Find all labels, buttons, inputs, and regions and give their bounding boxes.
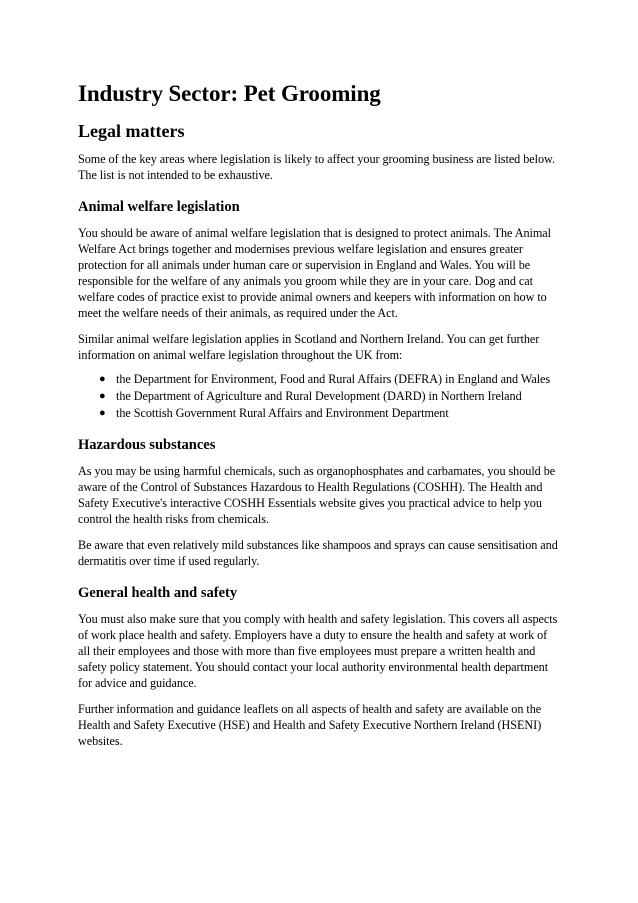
bullet-list <box>78 371 562 421</box>
section-hazardous-substances <box>78 436 562 569</box>
paragraph: Further information and guidance leaflets on all aspects of health and safety are available on the Health and Safety Executive (HSE) and Health and Safety Executive Northern Ireland (HSENI) websites. <box>78 702 542 748</box>
list-item <box>99 405 562 421</box>
document-page <box>78 80 562 759</box>
list-item-text: the Department of Agriculture and Rural Development (DARD) in Northern Ireland <box>116 389 522 403</box>
list-item-text: the Scottish Government Rural Affairs and Environment Department <box>116 406 449 420</box>
bullet-icon: ● <box>99 390 106 402</box>
list-item <box>99 388 562 404</box>
list-item-text: the Department for Environment, Food and Rural Affairs (DEFRA) in England and Wales <box>116 372 551 386</box>
bullet-icon: ● <box>99 407 106 419</box>
page-subtitle: Legal matters <box>78 121 185 141</box>
intro-paragraph: Some of the key areas where legislation is likely to affect your grooming business are listed below. The list is not intended to be exhaustive. <box>78 152 555 182</box>
paragraph: Similar animal welfare legislation applies in Scotland and Northern Ireland. You can get further information on animal welfare legislation throughout the UK from: <box>78 332 540 362</box>
section-general-health-safety <box>78 584 562 749</box>
page-title: Industry Sector: Pet Grooming <box>78 81 381 106</box>
list-item <box>99 371 562 387</box>
paragraph: You must also make sure that you comply with health and safety legislation. This covers all aspects of work place health and safety. Employers have a duty to ensure the health and safety at work of all their employees and those with more than five employees must prepare a written health and safety policy statement. You should contact your local authority environmental health department for advice and guidance. <box>78 612 558 690</box>
paragraph: You should be aware of animal welfare legislation that is designed to protect animals. The Animal Welfare Act brings together and modernises previous welfare legislation and ensures greater protection for all animals under human care or supervision in England and Wales. You will be responsible for the welfare of any animals you groom while they are in your care. Dog and cat welfare codes of practice exist to provide animal owners and keepers with information on how to meet the welfare needs of their animals, as required under the Act. <box>78 226 551 320</box>
paragraph: As you may be using harmful chemicals, such as organophosphates and carbamates, you should be aware of the Control of Substances Hazardous to Health Regulations (COSHH). The Health and Safety Executive's interactive COSHH Essentials website gives you practical advice to help you control the health risks from chemicals. <box>78 464 556 526</box>
section-heading: Hazardous substances <box>78 437 216 453</box>
section-heading: Animal welfare legislation <box>78 199 240 215</box>
bullet-icon: ● <box>99 373 106 385</box>
section-animal-welfare <box>78 198 562 421</box>
section-heading: General health and safety <box>78 585 238 601</box>
paragraph: Be aware that even relatively mild substances like shampoos and sprays can cause sensitisation and dermatitis over time if used regularly. <box>78 538 558 568</box>
